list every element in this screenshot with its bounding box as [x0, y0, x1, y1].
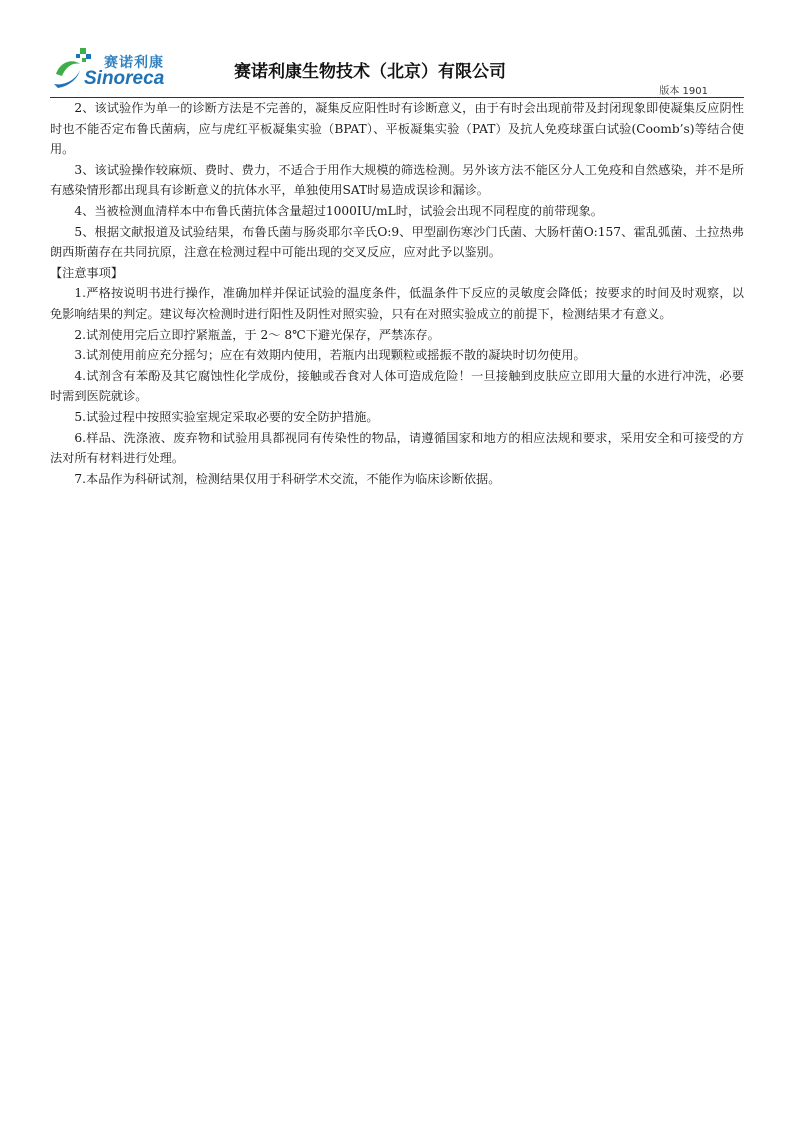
note-item: 3.试剂使用前应充分摇匀；应在有效期内使用，若瓶内出现颗粒或摇振不散的凝块时切勿使用。	[74, 348, 586, 363]
note-item: 6.样品、洗涤液、废弃物和试验用具都视同有传染性的物品，请遵循国家和地方的相应法规和要求，采用安全和可接受的方法对所有材料进行处理。	[50, 430, 744, 466]
logo-chinese-name: 赛诺利康	[104, 55, 164, 71]
notes-heading: 【注意事项】	[50, 265, 124, 280]
paragraph: 2、该试验作为单一的诊断方法是不完善的，凝集反应阳性时有诊断意义，由于有时会出现前带及封闭现象即使凝集反应阴性时也不能否定布鲁氏菌病，应与虎红平板凝集实验（BPAT）、平板凝集实验（PAT）及抗人免疫球蛋白试验(Coomb’s)等结合使用。	[50, 101, 744, 157]
note-item: 5.试验过程中按照实验室规定采取必要的安全防护措施。	[74, 409, 379, 424]
paragraph: 3、该试验操作较麻烦、费时、费力，不适合于用作大规模的筛选检测。另外该方法不能区分人工免疫和自然感染，并不是所有感染情形都出现具有诊断意义的抗体水平，单独使用SAT时易造成误诊和漏诊。	[50, 162, 744, 198]
logo-english-name: Sinoreca	[84, 68, 165, 89]
company-logo	[50, 44, 180, 92]
note-item: 2.试剂使用完后立即拧紧瓶盖，于 2～ 8℃下避光保存，严禁冻存。	[74, 327, 440, 342]
note-item: 4.试剂含有苯酚及其它腐蚀性化学成份，接触或吞食对人体可造成危险！一旦接触到皮肤应立即用大量的水进行冲洗，必要时需到医院就诊。	[50, 368, 744, 404]
paragraph: 5、根据文献报道及试验结果，布鲁氏菌与肠炎耶尔辛氏O:9、甲型副伤寒沙门氏菌、大肠杆菌O:157、霍乱弧菌、土拉热弗朗西斯菌存在共同抗原，注意在检测过程中可能出现的交叉反应，应对此予以鉴别。	[50, 224, 744, 260]
note-item: 7.本品作为科研试剂，检测结果仅用于科研学术交流，不能作为临床诊断依据。	[74, 471, 501, 486]
document-body	[50, 98, 744, 489]
company-name: 赛诺利康生物技术（北京）有限公司	[234, 62, 506, 82]
paragraph: 4、当被检测血清样本中布鲁氏菌抗体含量超过1000IU/mL时，试验会出现不同程度的前带现象。	[74, 203, 603, 218]
page-header	[50, 38, 744, 98]
note-item: 1.严格按说明书进行操作，准确加样并保证试验的温度条件，低温条件下反应的灵敏度会降低；按要求的时间及时观察，以免影响结果的判定。建议每次检测时进行阳性及阴性对照实验，只有在对照实验成立的前提下，检测结果才有意义。	[50, 286, 744, 321]
version-label: 版本 1901	[659, 86, 708, 97]
